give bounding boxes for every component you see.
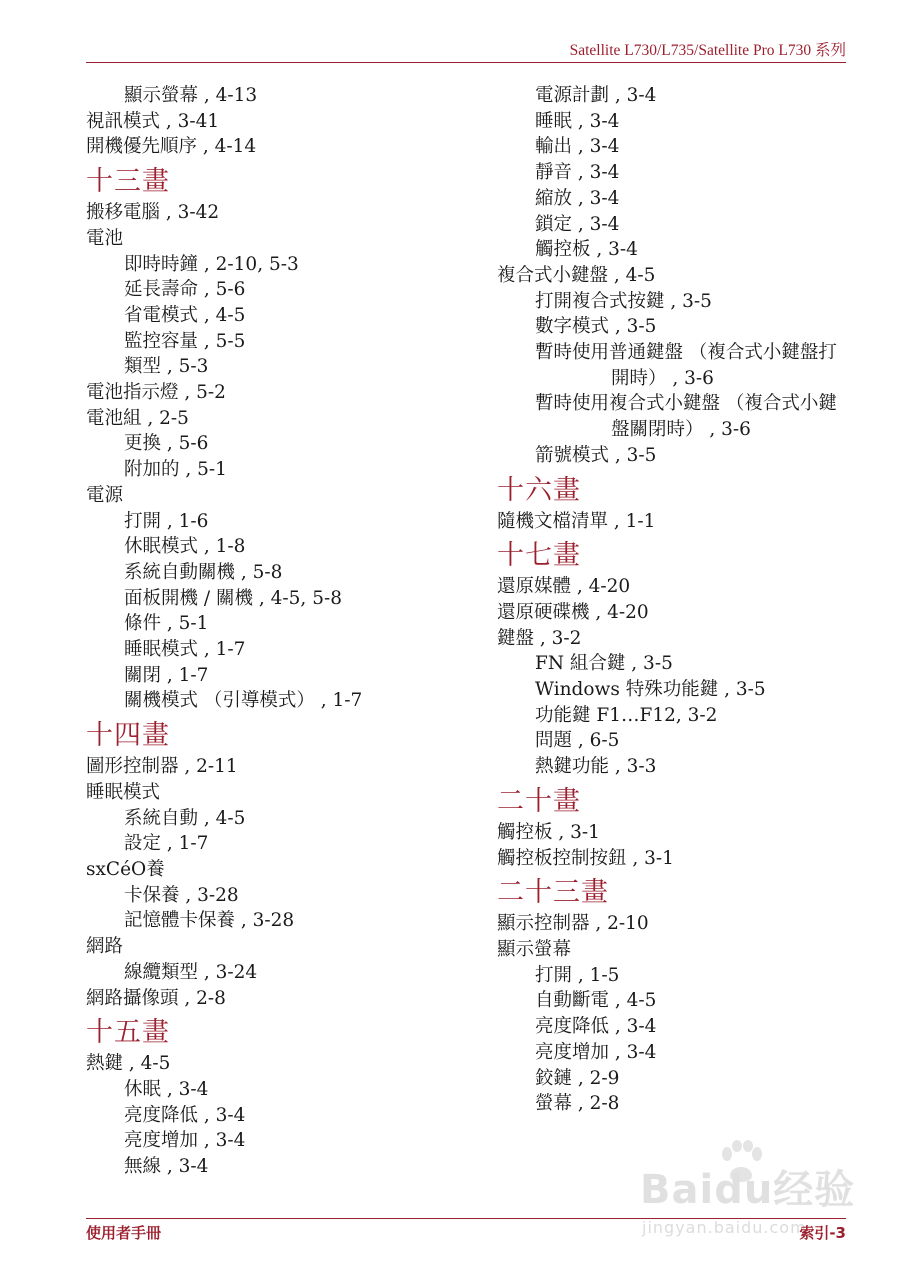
index-subentry: 線纜類型 , 3-24: [124, 961, 258, 983]
index-entry: 顯示螢幕: [497, 938, 572, 960]
index-entry: 電池: [86, 227, 124, 249]
index-subentry: 熱鍵功能 , 3-3: [535, 756, 657, 778]
index-subentry: 鎖定 , 3-4: [535, 213, 620, 235]
index-entry: 視訊模式 , 3-41: [86, 110, 220, 132]
index-subentry: 記憶體卡保養 , 3-28: [124, 910, 295, 932]
index-subentry: 省電模式 , 4-5: [124, 304, 246, 326]
index-entry: 觸控板控制按鈕 , 3-1: [497, 847, 674, 869]
index-subentry: 休眠 , 3-4: [124, 1078, 209, 1100]
index-entry: 網路: [86, 936, 124, 958]
index-subentry: 即時時鐘 , 2-10, 5-3: [124, 253, 299, 275]
watermark-logo-text: Baidu经验: [640, 1167, 856, 1213]
index-subentry: 卡保養 , 3-28: [124, 884, 239, 906]
index-entry: sxCéO養: [86, 858, 165, 880]
index-subentry: 打開 , 1-5: [535, 964, 620, 986]
index-subentry: FN 組合鍵 , 3-5: [535, 653, 673, 675]
index-subentry: 睡眠 , 3-4: [535, 110, 620, 132]
index-subentry: 螢幕 , 2-8: [535, 1093, 620, 1115]
index-subentry: 系統自動 , 4-5: [124, 807, 246, 829]
index-subentry: 關閉 , 1-7: [124, 664, 209, 686]
section-heading: 二十三畫: [497, 877, 609, 909]
section-heading: 十六畫: [497, 474, 581, 506]
index-subentry: 靜音 , 3-4: [535, 162, 620, 184]
index-subentry: 關機模式 （引導模式） , 1-7: [124, 690, 363, 712]
index-entry: 顯示控制器 , 2-10: [497, 913, 649, 935]
footer-manual-title: 使用者手冊: [86, 1224, 162, 1242]
index-subentry: 更換 , 5-6: [124, 433, 209, 455]
index-subentry: 監控容量 , 5-5: [124, 330, 246, 352]
index-subentry: 條件 , 5-1: [124, 613, 209, 635]
index-subentry: 觸控板 , 3-4: [535, 239, 638, 261]
index-subentry: Windows 特殊功能鍵 , 3-5: [535, 679, 766, 701]
index-entry: 複合式小鍵盤 , 4-5: [497, 264, 656, 286]
index-entry: 睡眠模式: [86, 781, 161, 803]
index-entry: 電源: [86, 484, 124, 506]
section-heading: 十三畫: [86, 166, 170, 198]
index-subentry: 打開 , 1-6: [124, 510, 209, 532]
index-subentry: 無線 , 3-4: [124, 1156, 209, 1178]
index-entry: 還原媒體 , 4-20: [497, 576, 631, 598]
index-subentry: 附加的 , 5-1: [124, 459, 227, 481]
header-rule: [86, 62, 846, 63]
index-entry: 熱鍵 , 4-5: [86, 1053, 171, 1075]
index-entry: 搬移電腦 , 3-42: [86, 202, 220, 224]
index-entry: 電池指示燈 , 5-2: [86, 382, 226, 404]
index-entry: 圖形控制器 , 2-11: [86, 756, 238, 778]
index-subentry: 亮度增加 , 3-4: [535, 1041, 657, 1063]
section-heading: 十七畫: [497, 540, 581, 572]
index-subentry: 延長壽命 , 5-6: [124, 279, 246, 301]
index-subentry: 亮度降低 , 3-4: [535, 1016, 657, 1038]
index-subentry: 功能鍵 F1…F12, 3-2: [535, 704, 718, 726]
index-subentry: 睡眠模式 , 1-7: [124, 639, 246, 661]
index-subentry: 系統自動關機 , 5-8: [124, 561, 283, 583]
index-entry: 隨機文檔清單 , 1-1: [497, 510, 656, 532]
index-subentry: 類型 , 5-3: [124, 356, 209, 378]
index-column-right: [497, 83, 847, 1117]
index-subentry: 數字模式 , 3-5: [535, 316, 657, 338]
index-subentry: 問題 , 6-5: [535, 730, 620, 752]
index-subentry: 休眠模式 , 1-8: [124, 536, 246, 558]
index-subentry: 箭號模式 , 3-5: [535, 444, 657, 466]
index-subentry: 亮度降低 , 3-4: [124, 1104, 246, 1126]
index-entry: 電池組 , 2-5: [86, 407, 189, 429]
index-subentry: 自動斷電 , 4-5: [535, 990, 657, 1012]
index-subentry: 亮度增加 , 3-4: [124, 1130, 246, 1152]
index-subentry: 打開複合式按鍵 , 3-5: [535, 290, 712, 312]
index-subentry: 輸出 , 3-4: [535, 136, 620, 158]
index-entry: 鍵盤 , 3-2: [497, 627, 582, 649]
section-heading: 十四畫: [86, 720, 170, 752]
index-entry: 還原硬碟機 , 4-20: [497, 601, 649, 623]
index-entry: 網路攝像頭 , 2-8: [86, 987, 226, 1009]
index-subentry: 鉸鏈 , 2-9: [535, 1067, 620, 1089]
index-subentry: 電源計劃 , 3-4: [535, 85, 657, 106]
section-heading: 十五畫: [86, 1017, 170, 1049]
running-header-title: Satellite L730/L735/Satellite Pro L730 系列: [569, 42, 846, 59]
index-entry: 觸控板 , 3-1: [497, 821, 600, 843]
footer-page-number: 索引-3: [799, 1224, 846, 1242]
index-subentry: 暫時使用複合式小鍵盤 （複合式小鍵盤關閉時） , 3-6: [535, 393, 837, 441]
index-subentry: 縮放 , 3-4: [535, 187, 620, 209]
index-subentry: 顯示螢幕 , 4-13: [124, 85, 258, 106]
watermark-url: jingyan.baidu.com: [642, 1218, 807, 1237]
index-subentry: 設定 , 1-7: [124, 833, 209, 855]
index-subentry: 面板開機 / 關機 , 4-5, 5-8: [124, 587, 342, 609]
index-subentry: 暫時使用普通鍵盤 （複合式小鍵盤打開時） , 3-6: [535, 342, 837, 389]
section-heading: 二十畫: [497, 785, 581, 817]
index-column-left: [86, 83, 416, 1180]
index-entry: 開機優先順序 , 4-14: [86, 136, 257, 158]
